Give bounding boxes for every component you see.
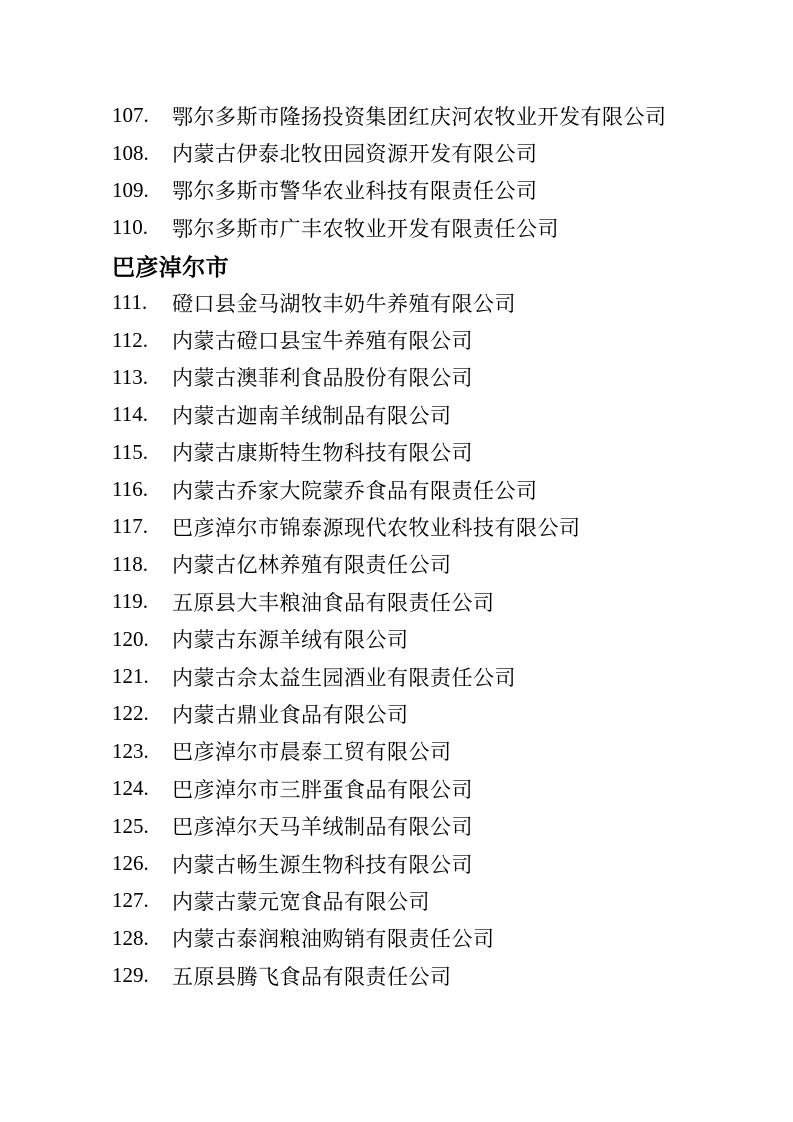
company-name: 内蒙古畅生源生物科技有限公司	[172, 852, 473, 877]
list-item-number: 113.	[112, 364, 148, 389]
list-item	[112, 695, 743, 732]
company-name: 五原县大丰粮油食品有限责任公司	[172, 590, 495, 615]
list-item-number: 112.	[112, 327, 148, 352]
company-name: 内蒙古鼎业食品有限公司	[172, 702, 409, 727]
company-name: 鄂尔多斯市广丰农牧业开发有限责任公司	[172, 216, 559, 241]
list-item-number: 111.	[112, 290, 148, 315]
list-item	[112, 434, 743, 471]
list-item	[112, 733, 743, 770]
list-item-number: 128.	[112, 925, 149, 950]
company-name: 巴彦淖尔市三胖蛋食品有限公司	[172, 777, 473, 802]
list-item	[112, 807, 743, 844]
list-item	[112, 920, 743, 957]
list-item	[112, 583, 743, 620]
company-name: 巴彦淖尔市锦泰源现代农牧业科技有限公司	[172, 515, 581, 540]
list-item-number: 110.	[112, 215, 148, 240]
company-name: 鄂尔多斯市警华农业科技有限责任公司	[172, 179, 538, 204]
list-item-number: 123.	[112, 738, 149, 763]
list-item-number: 117.	[112, 514, 148, 539]
list-item-number: 127.	[112, 888, 149, 913]
company-name: 内蒙古泰润粮油购销有限责任公司	[172, 927, 495, 952]
list-item	[112, 471, 743, 508]
list-item	[112, 845, 743, 882]
list-item-number: 115.	[112, 439, 148, 464]
list-item-number: 124.	[112, 776, 149, 801]
company-name: 内蒙古康斯特生物科技有限公司	[172, 441, 473, 466]
list-item	[112, 321, 743, 358]
list-item-number: 114.	[112, 402, 148, 427]
company-name: 鄂尔多斯市隆扬投资集团红庆河农牧业开发有限公司	[172, 104, 667, 129]
list-item	[112, 396, 743, 433]
list-item	[112, 957, 743, 994]
list-item	[112, 359, 743, 396]
company-name: 内蒙古东源羊绒有限公司	[172, 628, 409, 653]
list-item	[112, 284, 743, 321]
list-item	[112, 770, 743, 807]
list-item-number: 107.	[112, 103, 149, 128]
company-name: 巴彦淖尔天马羊绒制品有限公司	[172, 815, 473, 840]
list-item-number: 108.	[112, 140, 149, 165]
company-name: 内蒙古伊泰北牧田园资源开发有限公司	[172, 142, 538, 167]
list-item	[112, 882, 743, 919]
list-item-number: 129.	[112, 963, 149, 988]
company-name: 内蒙古蒙元宽食品有限公司	[172, 889, 430, 914]
list-item	[112, 546, 743, 583]
company-name: 内蒙古磴口县宝牛养殖有限公司	[172, 329, 473, 354]
list-item-number: 116.	[112, 477, 148, 502]
company-list	[112, 97, 743, 994]
list-item	[112, 172, 743, 209]
list-item	[112, 97, 743, 134]
list-item-number: 125.	[112, 813, 149, 838]
company-name: 巴彦淖尔市晨泰工贸有限公司	[172, 740, 452, 765]
list-item	[112, 658, 743, 695]
list-item	[112, 620, 743, 657]
list-item-number: 109.	[112, 177, 149, 202]
list-item-number: 121.	[112, 664, 149, 689]
list-item	[112, 134, 743, 171]
company-name: 内蒙古乔家大院蒙乔食品有限责任公司	[172, 478, 538, 503]
company-name: 内蒙古佘太益生园酒业有限责任公司	[172, 665, 516, 690]
list-item	[112, 508, 743, 545]
list-item	[112, 209, 743, 246]
company-name: 内蒙古亿林养殖有限责任公司	[172, 553, 452, 578]
list-item-number: 119.	[112, 589, 148, 614]
section-header-label: 巴彦淖尔市	[112, 253, 229, 280]
company-name: 磴口县金马湖牧丰奶牛养殖有限公司	[172, 291, 516, 316]
list-item-number: 126.	[112, 851, 149, 875]
company-name: 五原县腾飞食品有限责任公司	[172, 964, 452, 989]
list-item-number: 118.	[112, 551, 148, 576]
company-name: 内蒙古澳菲利食品股份有限公司	[172, 366, 473, 391]
company-name: 内蒙古迦南羊绒制品有限公司	[172, 403, 452, 428]
list-item-number: 120.	[112, 626, 149, 651]
section-header	[112, 247, 743, 284]
list-item-number: 122.	[112, 701, 149, 726]
